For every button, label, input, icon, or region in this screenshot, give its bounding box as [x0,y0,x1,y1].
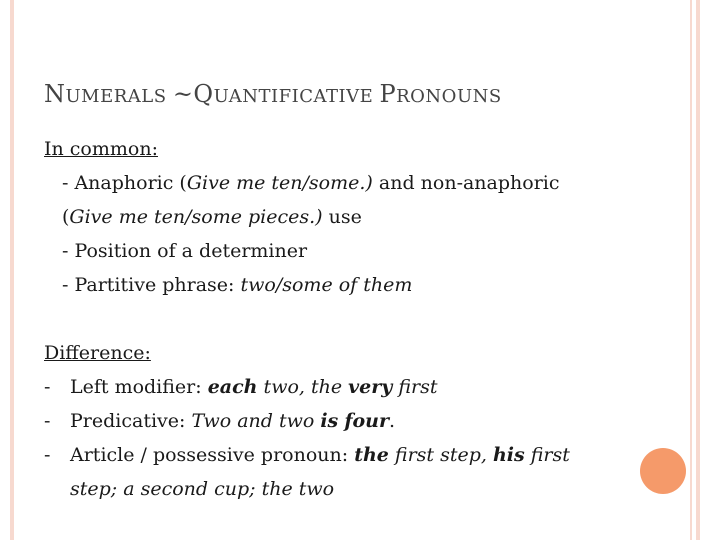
bullet-dash: - [44,444,51,466]
bullet-dash: - [44,376,51,398]
slide-title: NUMERALS ~QUANTIFICATIVE PRONOUNS [44,80,502,108]
slide-body [44,132,664,506]
difference-item-3-continued: step; a second cup; the two [70,478,335,500]
difference-heading: Difference: [44,342,151,364]
common-heading: In common: [44,138,158,160]
bullet-dash: - [44,410,51,432]
difference-item-1: - Left modifier: each two, the very first [44,370,664,404]
common-line-1: - Anaphoric (Give me ten/some.) and non-anaphoric [62,172,560,194]
common-line-2: (Give me ten/some pieces.) use [62,206,362,228]
common-line-3: - Position of a determiner [62,240,308,262]
right-border-line [696,0,700,540]
difference-item-3: - Article / possessive pronoun: the first step, his first [44,438,664,472]
left-border-line [10,0,14,540]
difference-item-2: - Predicative: Two and two is four. [44,404,664,438]
common-line-4: - Partitive phrase: two/some of them [62,274,413,296]
right-border-line-outer [690,0,692,540]
